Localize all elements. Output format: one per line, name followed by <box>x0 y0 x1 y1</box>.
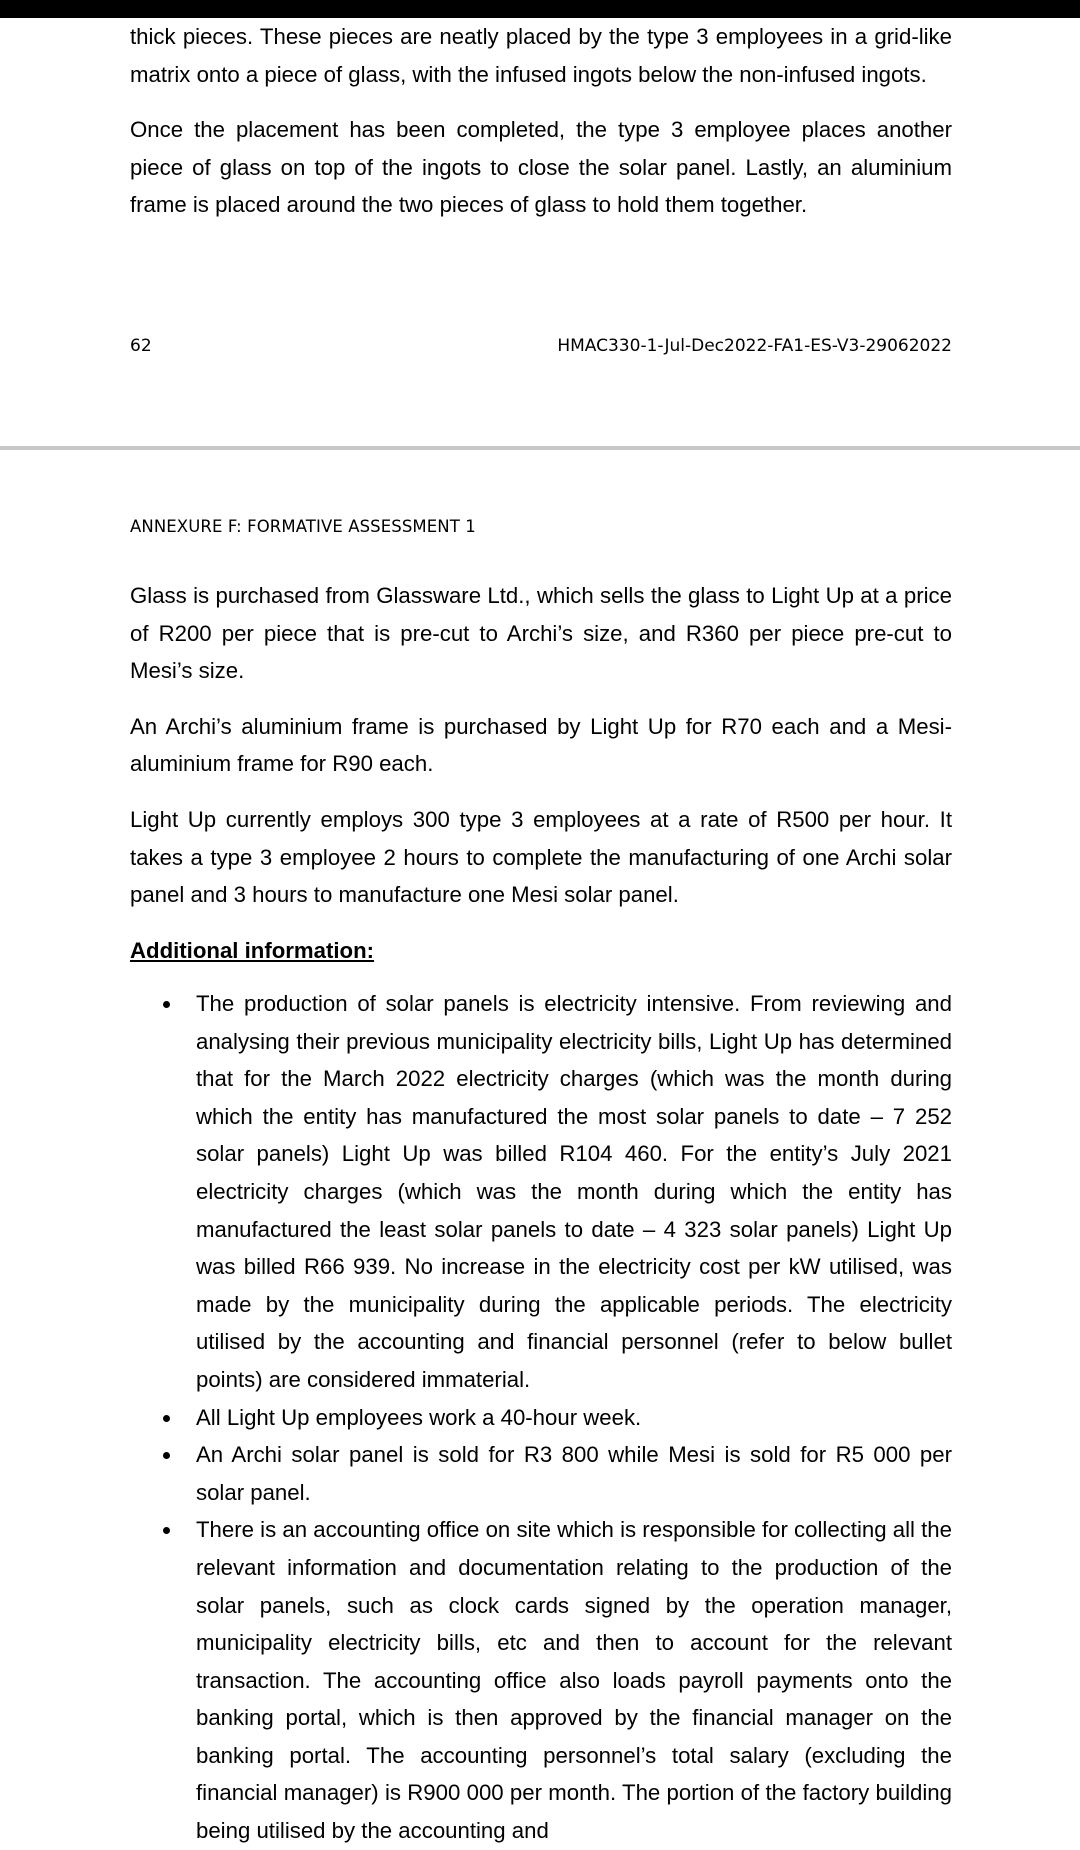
frame-paragraph: An Archi’s aluminium frame is purchased by Light Up for R70 each and a Mesi-aluminium frame for R90 each. <box>130 713 952 777</box>
list-item <box>130 1399 952 1437</box>
bullet-icon <box>163 1452 170 1459</box>
previous-page-body <box>130 18 952 224</box>
glass-paragraph: Glass is purchased from Glassware Ltd., which sells the glass to Light Up at a price of R200 per piece that is pre-cut to Archi’s size, and R360 per piece pre-cut to Mesi’s size. <box>130 583 952 684</box>
list-item-text: An Archi solar panel is sold for R3 800 while Mesi is sold for R5 000 per solar panel. <box>196 1442 952 1505</box>
list-item-text: The production of solar panels is electricity intensive. From reviewing and analysing their previous municipality electricity bills, Light Up has determined that for the March 2022 electricity charges (which was the month during which the entity has manufactured the most solar panels to date – 7 252 solar panels) Light Up was billed R104 460. For the entity’s July 2021 electricity charges (which was the month during which the entity has manufactured the least solar panels to date – 4 323 solar panels) Light Up was billed R66 939. No increase in the electricity cost per kW utilised, was made by the municipality during the applicable periods. The electricity utilised by the accounting and financial personnel (refer to below bullet points) are considered immaterial. <box>196 991 952 1392</box>
document-code: HMAC330-1-Jul-Dec2022-FA1-ES-V3-29062022 <box>557 336 952 356</box>
bullet-icon <box>163 1415 170 1422</box>
page-divider <box>0 446 1080 450</box>
bullet-icon <box>163 1527 170 1534</box>
list-item-text: There is an accounting office on site which is responsible for collecting all the relevant information and documentation relating to the production of the solar panels, such as clock cards signed by the operation manager, municipality electricity bills, etc and then to account for the relevant transaction. The accounting office also loads payroll payments onto the banking portal, which is then approved by the financial manager on the banking portal. The accounting personnel’s total salary (excluding the financial manager) is R900 000 per month. The portion of the factory building being utilised by the accounting and <box>196 1517 952 1844</box>
bullet-icon <box>163 1001 170 1008</box>
list-item <box>130 1436 952 1511</box>
annexure-header: ANNEXURE F: FORMATIVE ASSESSMENT 1 <box>130 517 476 536</box>
prev-paragraph-1: thick pieces. These pieces are neatly placed by the type 3 employees in a grid-like matrix onto a piece of glass, with the infused ingots below the non-infused ingots. <box>130 24 952 87</box>
list-item <box>130 985 952 1399</box>
list-item-text: All Light Up employees work a 40-hour week. <box>196 1404 642 1430</box>
list-item <box>130 1511 952 1849</box>
top-bar <box>0 0 1080 18</box>
page-number: 62 <box>130 336 152 356</box>
additional-information-list <box>130 985 952 1850</box>
additional-information-heading: Additional information: <box>130 937 375 963</box>
prev-paragraph-2: Once the placement has been completed, the type 3 employee places another piece of glass on top of the ingots to close the solar panel. Lastly, an aluminium frame is placed around the two pieces of glass to hold them together. <box>130 117 952 218</box>
current-page-body <box>130 577 952 969</box>
page-footer <box>130 333 952 359</box>
employees-paragraph: Light Up currently employs 300 type 3 employees at a rate of R500 per hour. It takes a type 3 employee 2 hours to complete the manufacturing of one Archi solar panel and 3 hours to manufacture one Mesi solar panel. <box>130 806 952 908</box>
